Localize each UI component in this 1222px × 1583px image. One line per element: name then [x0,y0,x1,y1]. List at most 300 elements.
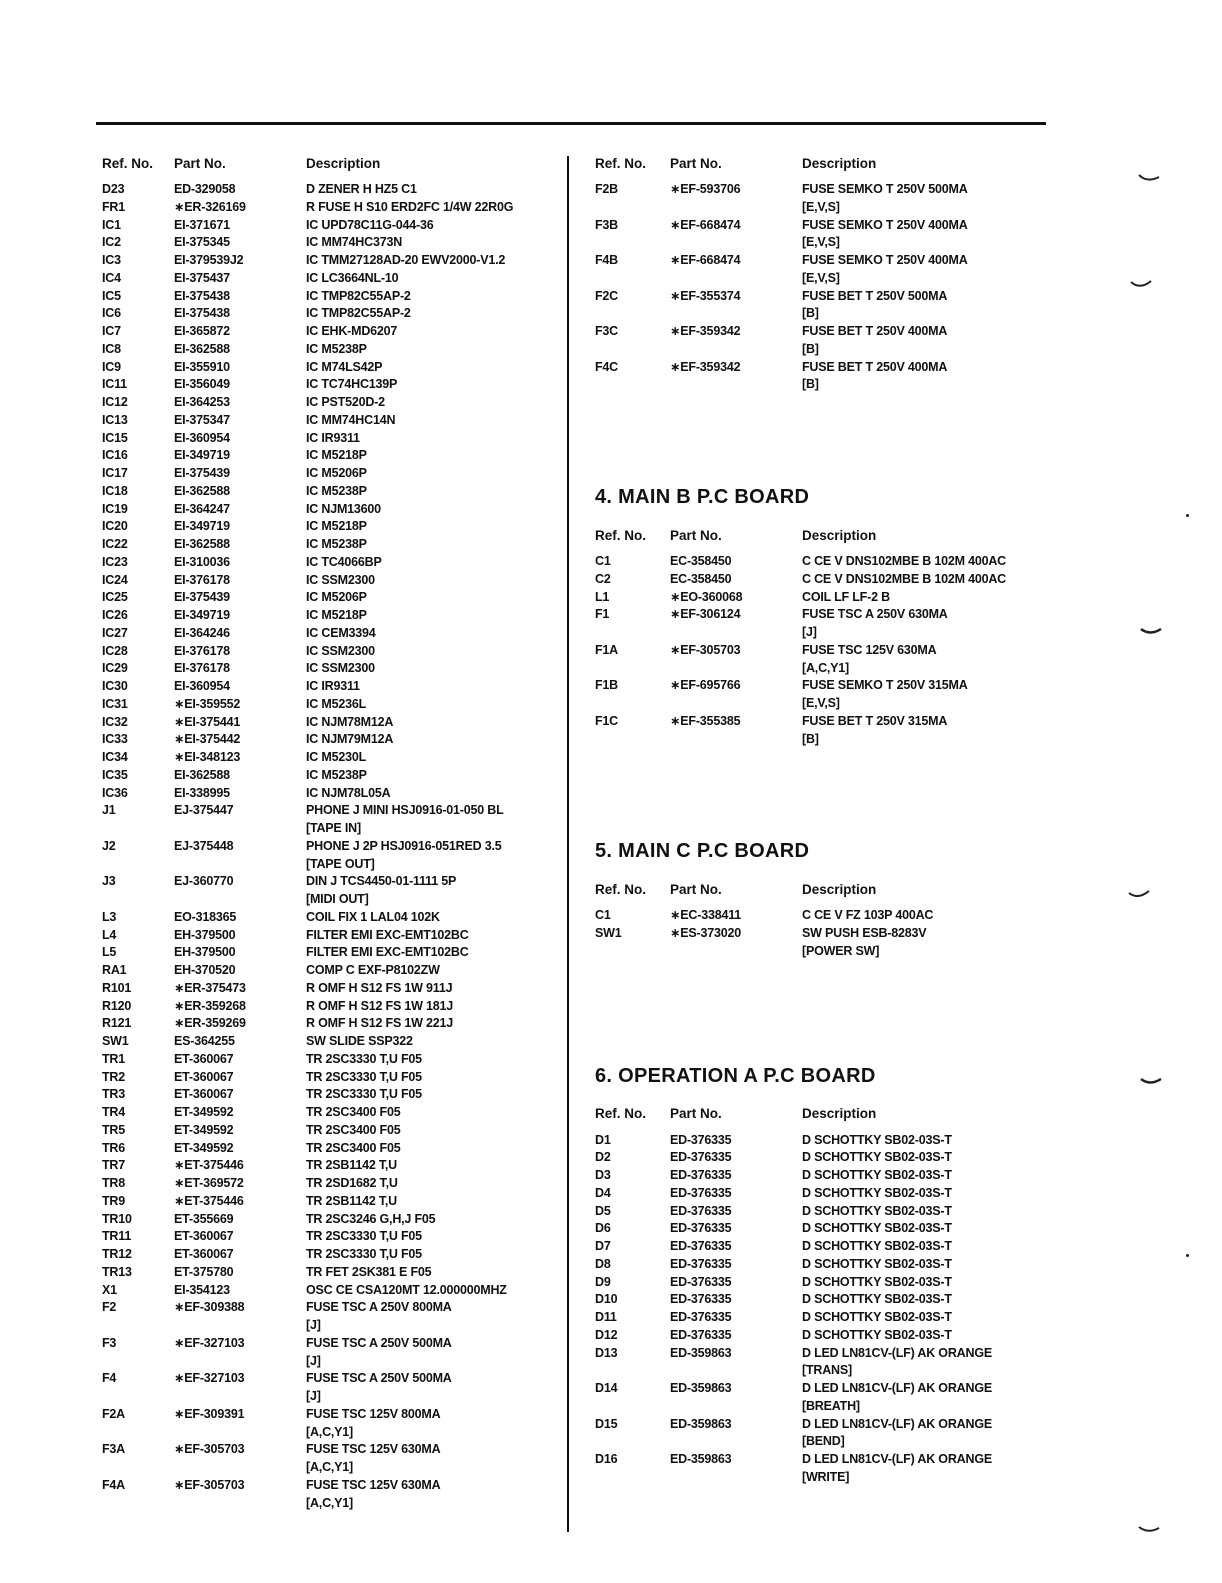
ref-no: D15 [595,1416,618,1431]
part-no: ED-376335 [670,1256,732,1271]
parts-row [102,305,557,323]
description: IC PST520D-2 [306,395,385,409]
parts-row [595,1203,1035,1221]
ref-no-empty [595,943,670,961]
parts-row [102,643,557,661]
ref-no: TR10 [102,1211,132,1226]
description: TR 2SC3330 T,U F05 [306,1247,422,1261]
header-ref: Ref. No. [595,155,647,171]
description: IC IR9311 [306,679,360,693]
part-no: EI-379539J2 [174,253,244,267]
description: [TAPE IN] [306,821,361,835]
description: IC M5236L [306,696,367,711]
ref-no: D10 [595,1292,618,1307]
ref-no: F3C [595,324,619,338]
description: D SCHOTTKY SB02-03S-T [802,1239,952,1253]
description: D SCHOTTKY SB02-03S-T [802,1150,952,1165]
description: [E,V,S] [802,696,840,710]
ref-no: TR3 [102,1087,126,1102]
parts-row [102,270,557,288]
ref-no: C1 [595,554,611,568]
parts-row [102,288,557,306]
ref-no: IC18 [102,483,128,498]
scan-mark [1140,1078,1162,1086]
part-no: EH-379500 [174,927,236,942]
parts-row [102,1157,557,1175]
ref-no: D5 [595,1203,611,1218]
ref-no-empty [595,695,670,713]
description: [J] [306,1353,321,1368]
description: FUSE TSC 125V 630MA [802,642,937,657]
description: IC UPD78C11G-044-36 [306,217,434,232]
column-divider [567,156,569,1532]
header-ref: Ref. No. [102,155,154,171]
ref-no-empty [595,376,670,394]
ref-no: IC25 [102,590,128,605]
description: TR 2SC3246 G,H,J F05 [306,1211,436,1226]
ref-no: R120 [102,998,132,1013]
part-no: EI-375438 [174,306,230,321]
description: D LED LN81CV-(LF) AK ORANGE [802,1416,992,1431]
header-description: Description [802,527,877,543]
ref-no-empty [595,1433,670,1451]
ref-no: TR13 [102,1264,132,1279]
ref-no: IC15 [102,430,128,445]
description: IC M5238P [306,537,367,551]
part-no: ED-376335 [670,1221,732,1236]
ref-no: IC27 [102,625,128,640]
ref-no: C1 [595,908,611,923]
scan-mark [1140,628,1162,636]
description: IC M5218P [306,519,367,534]
header-part: Part No. [670,527,722,543]
parts-row [595,1256,1035,1274]
board-section [595,1061,1035,1487]
description: IC M5218P [306,608,367,622]
scan-speck [1186,514,1189,517]
ref-no-empty [102,1495,174,1513]
parts-row [102,589,557,607]
part-no: ∗EF-695766 [670,678,741,693]
part-no: ED-376335 [670,1292,732,1307]
part-no-empty [670,234,802,252]
description: IC M74LS42P [306,359,383,374]
parts-row [102,1282,557,1300]
parts-row [595,1309,1035,1327]
part-no: EI-355910 [174,359,230,374]
part-no: EI-375437 [174,270,230,285]
description: [MIDI OUT] [306,892,369,906]
description: TR 2SC3400 F05 [306,1105,401,1119]
ref-no: D7 [595,1239,611,1253]
description: R FUSE H S10 ERD2FC 1/4W 22R0G [306,199,514,214]
description: IC TMP82C55AP-2 [306,306,411,321]
description: [B] [802,306,819,321]
description: IC M5230L [306,750,367,764]
description: FUSE TSC 125V 630MA [306,1477,441,1492]
parts-row [102,1406,557,1424]
part-no: EI-362588 [174,483,230,498]
description: IC M5238P [306,767,367,782]
ref-no: TR11 [102,1229,132,1244]
description: IC M5206P [306,466,367,480]
ref-no: IC16 [102,448,128,463]
description: FUSE TSC A 250V 500MA [306,1335,452,1350]
description: IC TMP82C55AP-2 [306,288,411,303]
parts-row [595,1132,1035,1150]
description: IC TC74HC139P [306,377,398,392]
part-no: ET-360067 [174,1247,234,1261]
parts-row [595,606,1035,624]
ref-no: IC34 [102,750,128,764]
parts-row [595,1274,1035,1292]
part-no: EI-310036 [174,554,230,569]
part-no: ED-359863 [670,1452,732,1466]
part-no-empty [670,624,802,642]
description: TR 2SB1142 T,U [306,1193,397,1208]
description: FUSE SEMKO T 250V 315MA [802,678,968,693]
part-no-empty [670,943,802,961]
description: [BREATH] [802,1398,860,1413]
parts-row-continuation [595,695,1035,713]
part-no: EI-349719 [174,608,230,622]
description: TR 2SC3330 T,U F05 [306,1069,422,1084]
ref-no: SW1 [595,926,622,940]
ref-no-empty [595,624,670,642]
part-no: EI-364246 [174,625,230,640]
part-no: ED-376335 [670,1310,732,1324]
part-no: ∗EF-355374 [670,288,741,303]
left-parts-list [102,181,557,1512]
part-no: ET-360067 [174,1069,234,1084]
parts-row [595,907,1035,925]
ref-no-empty [595,1398,670,1416]
ref-no: L4 [102,927,117,942]
description: [E,V,S] [802,235,840,250]
description: C CE V FZ 103P 400AC [802,908,934,923]
parts-row [102,873,557,891]
description: D LED LN81CV-(LF) AK ORANGE [802,1452,992,1466]
header-ref: Ref. No. [595,881,647,897]
ref-no: D3 [595,1168,611,1182]
part-no: ET-355669 [174,1211,234,1226]
ref-no: IC7 [102,324,121,338]
ref-no-empty [102,1353,174,1371]
parts-row [102,536,557,554]
part-no: ED-359863 [670,1416,732,1431]
parts-row [102,749,557,767]
part-no: ∗EI-375441 [174,714,241,729]
part-no: ET-360067 [174,1051,234,1066]
parts-row [102,430,557,448]
ref-no: D16 [595,1452,618,1466]
description: IC TMM27128AD-20 EWV2000-V1.2 [306,253,506,267]
part-no: ∗ER-359268 [174,998,246,1013]
part-no: ED-376335 [670,1239,732,1253]
header-part: Part No. [174,155,226,171]
description: [TAPE OUT] [306,856,375,871]
description: FUSE BET T 250V 400MA [802,324,948,338]
parts-row-continuation [595,1362,1035,1380]
part-no: ∗EF-668474 [670,217,741,232]
parts-row [102,1477,557,1495]
ref-no-empty [595,341,670,359]
description: R OMF H S12 FS 1W 221J [306,1016,454,1031]
description: FUSE TSC A 250V 500MA [306,1371,452,1386]
ref-no-empty [595,731,670,749]
parts-row [595,1167,1035,1185]
description: IC TC4066BP [306,554,382,569]
part-no-empty [670,1362,802,1380]
parts-row [595,589,1035,607]
ref-no: IC19 [102,501,128,516]
table-header [595,522,1035,548]
parts-row-continuation [595,234,1035,252]
left-parts-column [102,150,557,1512]
part-no: ED-329058 [174,182,236,196]
part-no-empty [670,1433,802,1451]
parts-row [102,696,557,714]
description: COIL FIX 1 LAL04 102K [306,909,440,924]
ref-no: D14 [595,1381,618,1395]
description: FUSE SEMKO T 250V 500MA [802,182,968,196]
description: [E,V,S] [802,199,840,214]
description: [B] [802,341,819,356]
top-rule [96,122,1046,125]
ref-no: D1 [595,1132,611,1147]
ref-no: F2B [595,182,619,196]
part-no-empty [670,1398,802,1416]
description: FILTER EMI EXC-EMT102BC [306,945,469,960]
ref-no: D4 [595,1185,611,1200]
description: D SCHOTTKY SB02-03S-T [802,1203,952,1218]
ref-no: J1 [102,803,116,818]
part-no: ∗EF-306124 [670,607,741,622]
part-no: ∗EF-359342 [670,324,741,338]
part-no: ∗EF-355385 [670,713,741,728]
part-no: EI-375345 [174,235,230,250]
parts-row [102,1246,557,1264]
parts-row [102,1122,557,1140]
part-no: ∗ET-375446 [174,1193,244,1208]
parts-row [102,927,557,945]
parts-row-continuation [595,270,1035,288]
parts-row [102,660,557,678]
part-no: EI-349719 [174,519,230,534]
part-no-empty [174,891,306,909]
part-no: EI-356049 [174,377,230,392]
parts-row [102,731,557,749]
part-no-empty [670,270,802,288]
description: TR 2SB1142 T,U [306,1158,397,1173]
header-description: Description [802,881,877,897]
parts-row [102,394,557,412]
ref-no: F3B [595,217,619,232]
parts-row [102,1015,557,1033]
parts-row [595,713,1035,731]
table-header [595,876,1035,902]
parts-row [102,501,557,519]
header-description: Description [802,1106,877,1121]
ref-no-empty [102,1459,174,1477]
ref-no-empty [102,1388,174,1406]
part-no: ∗EF-668474 [670,253,741,267]
parts-row [102,838,557,856]
description: [J] [306,1389,321,1403]
description: D SCHOTTKY SB02-03S-T [802,1185,952,1200]
part-no: ET-360067 [174,1229,234,1244]
ref-no: IC31 [102,696,128,711]
part-no: ED-376335 [670,1327,732,1342]
parts-row [595,571,1035,589]
parts-row-continuation [102,1388,557,1406]
parts-row [102,1140,557,1158]
ref-no-empty [102,820,174,838]
ref-no: FR1 [102,199,126,214]
description: D SCHOTTKY SB02-03S-T [802,1292,952,1307]
description: IC NJM78L05A [306,785,391,800]
part-no: EI-375438 [174,288,230,303]
part-no: ∗ER-359269 [174,1016,246,1031]
description: [E,V,S] [802,270,840,285]
parts-row [102,962,557,980]
ref-no: IC20 [102,519,128,534]
parts-row-continuation [595,943,1035,961]
description: IC M5238P [306,483,367,498]
part-no: EI-376178 [174,643,230,658]
parts-row [102,714,557,732]
ref-no: F4 [102,1371,117,1386]
ref-no: J3 [102,874,116,889]
description: [BEND] [802,1434,845,1449]
parts-row [102,802,557,820]
header-part: Part No. [670,881,722,897]
scan-mark [1128,890,1150,898]
ref-no: IC33 [102,732,128,747]
part-no: ∗EF-327103 [174,1335,245,1350]
parts-row [102,412,557,430]
ref-no: D8 [595,1256,611,1271]
description: TR 2SC3330 T,U F05 [306,1087,422,1102]
ref-no: F3A [102,1442,126,1457]
ref-no: IC11 [102,377,127,392]
description: [A,C,Y1] [306,1424,354,1439]
part-no-empty [174,856,306,874]
board-section [595,836,1035,960]
parts-row [102,1228,557,1246]
description: R OMF H S12 FS 1W 911J [306,980,453,995]
part-no: EI-362588 [174,767,230,782]
part-no: ED-376335 [670,1132,732,1147]
part-no: EI-349719 [174,448,230,463]
ref-no: IC6 [102,306,121,321]
part-no: ED-376335 [670,1150,732,1165]
section-title: 4. MAIN B P.C BOARD [595,486,810,508]
table-header [102,150,557,176]
part-no: ED-376335 [670,1274,732,1289]
ref-no: IC5 [102,288,121,303]
section-parts-list [595,553,1035,748]
parts-row [595,217,1035,235]
ref-no: IC26 [102,608,128,622]
parts-row-continuation [102,856,557,874]
parts-row [102,1069,557,1087]
parts-row [595,252,1035,270]
ref-no: D6 [595,1221,611,1236]
parts-row [102,1193,557,1211]
part-no: EC-358450 [670,571,732,586]
ref-no: J2 [102,838,116,853]
description: IC M5238P [306,341,367,356]
parts-row-continuation [595,731,1035,749]
ref-no: IC2 [102,235,121,250]
parts-row [102,909,557,927]
scan-mark [1138,1526,1160,1534]
description: IC NJM13600 [306,501,381,516]
parts-row [102,252,557,270]
parts-row [102,572,557,590]
part-no: ∗EF-327103 [174,1371,245,1386]
description: TR 2SC3330 T,U F05 [306,1229,422,1244]
part-no: ET-349592 [174,1122,234,1137]
part-no: EI-338995 [174,785,230,800]
ref-no: F1B [595,678,619,693]
description: C CE V DNS102MBE B 102M 400AC [802,554,1006,568]
part-no: ED-376335 [670,1203,732,1218]
part-no-empty [670,199,802,217]
ref-no: TR7 [102,1158,126,1173]
part-no: EI-375439 [174,466,230,480]
header-description: Description [802,155,877,171]
description: IC NJM78M12A [306,714,394,729]
ref-no: F4B [595,253,619,267]
ref-no-empty [595,660,670,678]
section-title: 5. MAIN C P.C BOARD [595,840,810,863]
ref-no: R121 [102,1016,132,1031]
ref-no: IC28 [102,643,128,658]
part-no: ∗EF-359342 [670,359,741,374]
ref-no: X1 [102,1282,117,1297]
description: D LED LN81CV-(LF) AK ORANGE [802,1345,992,1360]
part-no: EI-375347 [174,412,230,427]
part-no: ∗EF-305703 [174,1442,245,1457]
ref-no: TR12 [102,1247,132,1261]
description: D SCHOTTKY SB02-03S-T [802,1256,952,1271]
parts-row [595,1451,1035,1469]
parts-row [102,1441,557,1459]
parts-row [102,678,557,696]
ref-no: IC4 [102,270,121,285]
parts-row [102,980,557,998]
ref-no: IC9 [102,359,121,374]
part-no: EI-376178 [174,572,230,587]
description: COIL LF LF-2 B [802,589,890,604]
description: IC IR9311 [306,430,360,445]
parts-row [102,1264,557,1282]
part-no-empty [670,376,802,394]
parts-row [102,181,557,199]
part-no: EJ-360770 [174,874,234,889]
ref-no: F4A [102,1477,126,1492]
description: [WRITE] [802,1469,850,1484]
part-no: ∗ES-373020 [670,926,742,940]
ref-no: D23 [102,182,125,196]
part-no: ET-360067 [174,1087,234,1102]
ref-no: IC12 [102,395,128,409]
parts-row-continuation [102,891,557,909]
part-no: ∗EC-338411 [670,908,742,923]
part-no: ∗EI-348123 [174,750,241,764]
